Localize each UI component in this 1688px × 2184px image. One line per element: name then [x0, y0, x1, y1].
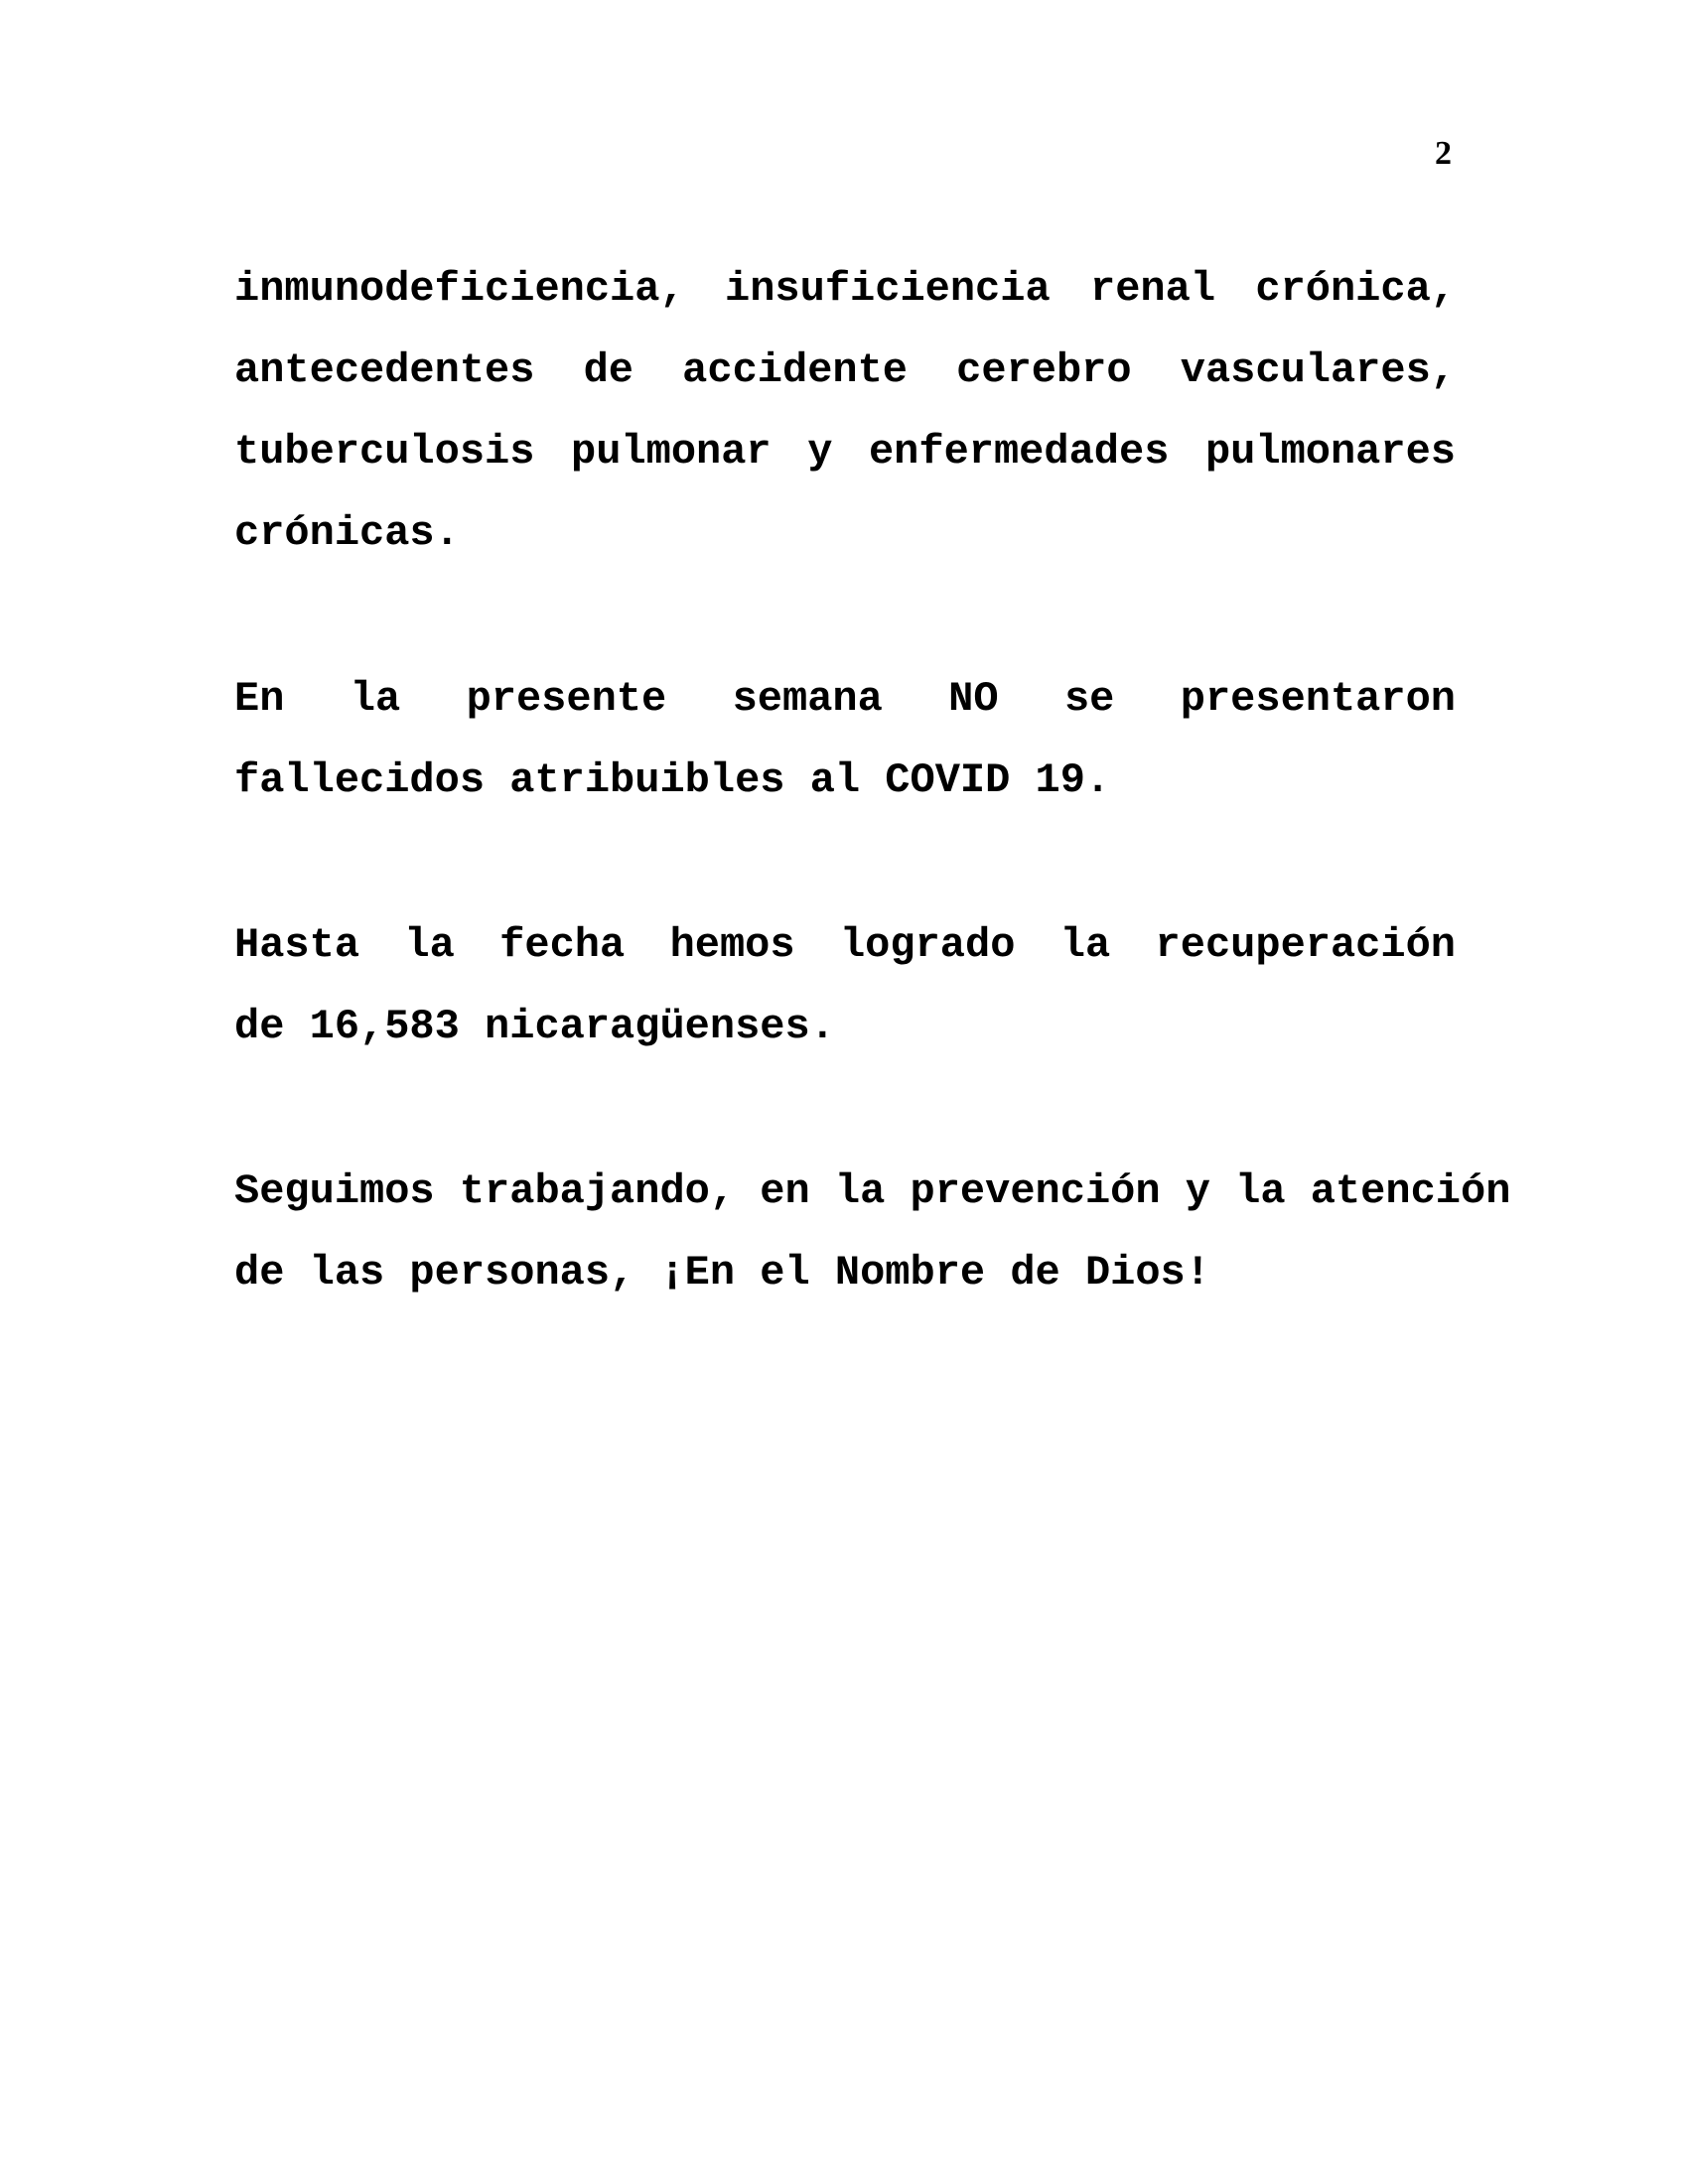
paragraph-line: de 16,583 nicaragüenses.: [234, 1003, 835, 1050]
paragraph-line: tuberculosis pulmonar y enfermedades pulmonares: [234, 428, 1456, 476]
paragraph-closing: [234, 1151, 1511, 1313]
paragraph-line: fallecidos atribuibles al COVID 19.: [234, 756, 1111, 804]
paragraph-line: de las personas, ¡En el Nombre de Dios!: [234, 1249, 1210, 1297]
paragraph-line: Seguimos trabajando, en la prevención y la atención: [234, 1167, 1511, 1215]
paragraph-line: antecedentes de accidente cerebro vasculares,: [234, 346, 1456, 394]
paragraph-line: crónicas.: [234, 509, 460, 557]
paragraph-line: En la presente semana NO se presentaron: [234, 675, 1456, 723]
page-number: 2: [1435, 135, 1452, 172]
paragraph-line: inmunodeficiencia, insuficiencia renal crónica,: [234, 265, 1456, 313]
paragraph-line: Hasta la fecha hemos logrado la recuperación: [234, 921, 1456, 969]
paragraph-comorbidities: [234, 248, 1456, 574]
paragraph-deaths: [234, 658, 1456, 821]
paragraph-recoveries: [234, 904, 1456, 1067]
